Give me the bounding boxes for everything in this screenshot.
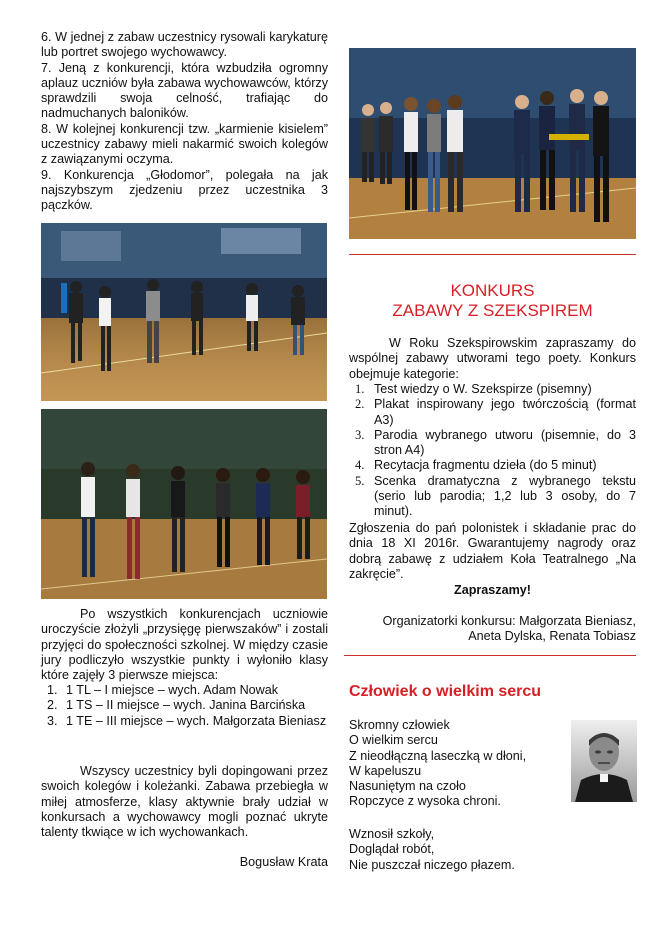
intro-item-8: 8. W kolejnej konkurencji tzw. „karmienie kisielem” uczestnicy zabawy mieli nakarmić swoich kolegów z zawiązanymi oczyma. [41, 121, 328, 167]
category-item [349, 382, 636, 397]
place-item [41, 714, 328, 729]
category-item [349, 458, 636, 473]
place-text: 1 TL – I miejsce – wych. Adam Nowak [66, 683, 279, 697]
intro-item-6: 6. W jednej z zabaw uczestnicy rysowali karykaturę lub portret swojego wychowawcy. [41, 30, 328, 60]
place-text: 1 TS – II miejsce – wych. Janina Barcińska [66, 698, 306, 713]
section-divider-top [349, 254, 636, 255]
category-number: 1. [355, 382, 365, 396]
category-text: Test wiedzy o W. Szekspirze (pisemny) [374, 382, 592, 396]
category-item [349, 474, 636, 520]
organizers-line2: Aneta Dylska, Renata Tobiasz [468, 629, 636, 644]
article-author: Bogusław Krata [239, 855, 328, 869]
category-number: 2. [355, 397, 365, 412]
place-text: 1 TE – III miejsce – wych. Małgorzata Bieniasz [66, 713, 327, 728]
contest-title-line1: KONKURS [450, 281, 535, 300]
poem-stanza-2 [349, 827, 599, 873]
invite-text: Zapraszamy! [454, 583, 531, 597]
category-item [349, 428, 636, 459]
category-number: 5. [355, 473, 365, 488]
heart-article-title: Człowiek o wielkim sercu [349, 683, 542, 700]
poem-line: W kapeluszu [349, 763, 422, 778]
intro-list [41, 30, 328, 214]
category-text: Plakat inspirowany jego twórczością (format A3) [374, 397, 636, 427]
category-number: 3. [355, 427, 365, 442]
category-number: 4. [355, 458, 365, 473]
poem-line: O wielkim sercu [349, 733, 438, 748]
contest-title-line2: ZABAWY Z SZEKSPIREM [392, 301, 593, 320]
submission-text: Zgłoszenia do pań polonistek i składanie prac do dnia 18 XI 2016r. Gwarantujemy nagrody oraz dobrą zabawę z udziałem Koła Teatralnego „Na zakręcie”. [349, 521, 636, 581]
intro-item-9: 9. Konkurencja „Głodomor”, polegała na jak najszybszym zjedzeniu przez uczestnika 3 pączków. [41, 167, 328, 213]
places-list [41, 683, 328, 729]
category-text: Recytacja fragmentu dzieła (do 5 minut) [374, 458, 597, 473]
section-divider-bottom [344, 655, 636, 656]
category-text: Scenka dramatyczna z wybranego tekstu (serio lub parodia; 1,2 lub 3 osoby, do 7 minut). [374, 473, 636, 519]
poem-line: Doglądał robót, [349, 842, 435, 857]
submission-paragraph [349, 521, 636, 582]
closing-text: Wszyscy uczestnicy byli dopingowani przez swoich kolegów i koleżanki. Zabawa przebiegła w miłej atmosferze, klasy aktywnie brały udział w konkursach a wychowawcy mogli poznać ukryte talenty tkwiące w ich wychowankach. [41, 764, 328, 840]
portrait-photo [571, 720, 637, 802]
photo-firefighters-and-students [349, 48, 636, 239]
place-number: 1. [47, 683, 58, 697]
summary-paragraph [41, 607, 328, 683]
summary-text: Po wszystkich konkurencjach uczniowie uroczyście złożyli „przysięgę pierwszaków” i zostali przyjęci do społeczności szkolnej. W między czasie jury podliczyło wszystkie punkty i wyłoniło klasy które zajęły 3 pierwsze miejsca: [41, 607, 328, 683]
intro-item-7: 7. Jeną z konkurencji, która wzbudziła ogromny aplauz uczniów była zabawa wychowawców, którzy sprawdzili swoja celność, trafiając do nadmuchanych baloników. [41, 60, 328, 121]
category-item [349, 397, 636, 428]
place-number: 2. [47, 698, 58, 713]
poem-line: Z nieodłączną laseczką w dłoni, [349, 748, 527, 763]
photo-students-dancing-line [41, 409, 327, 599]
photo-students-dancing-gym [41, 223, 327, 401]
categories-list [349, 382, 636, 520]
category-text: Parodia wybranego utworu (pisemnie, do 3 stron A4) [374, 427, 636, 458]
poem-line: Nasuniętym na czoło [349, 779, 466, 794]
contest-intro [349, 336, 636, 382]
poem-line: Skromny człowiek [349, 718, 450, 732]
poem-line: Wznosił szkoły, [349, 827, 435, 841]
contest-title [349, 281, 636, 321]
closing-paragraph [41, 764, 328, 840]
place-item [41, 683, 328, 698]
contest-intro-text: W Roku Szekspirowskim zapraszamy do wspólnej zabawy utworami tego poety. Konkurs obejmuje kategorie: [349, 336, 636, 381]
poem-stanza-1 [349, 718, 559, 810]
poem-line: Nie puszczał niczego płazem. [349, 857, 515, 872]
organizers [349, 614, 636, 645]
place-number: 3. [47, 713, 58, 728]
place-item [41, 698, 328, 713]
poem-line: Ropczyce z wysoka chroni. [349, 794, 501, 809]
organizers-line1: Organizatorki konkursu: Małgorzata Bieniasz, [382, 614, 636, 628]
